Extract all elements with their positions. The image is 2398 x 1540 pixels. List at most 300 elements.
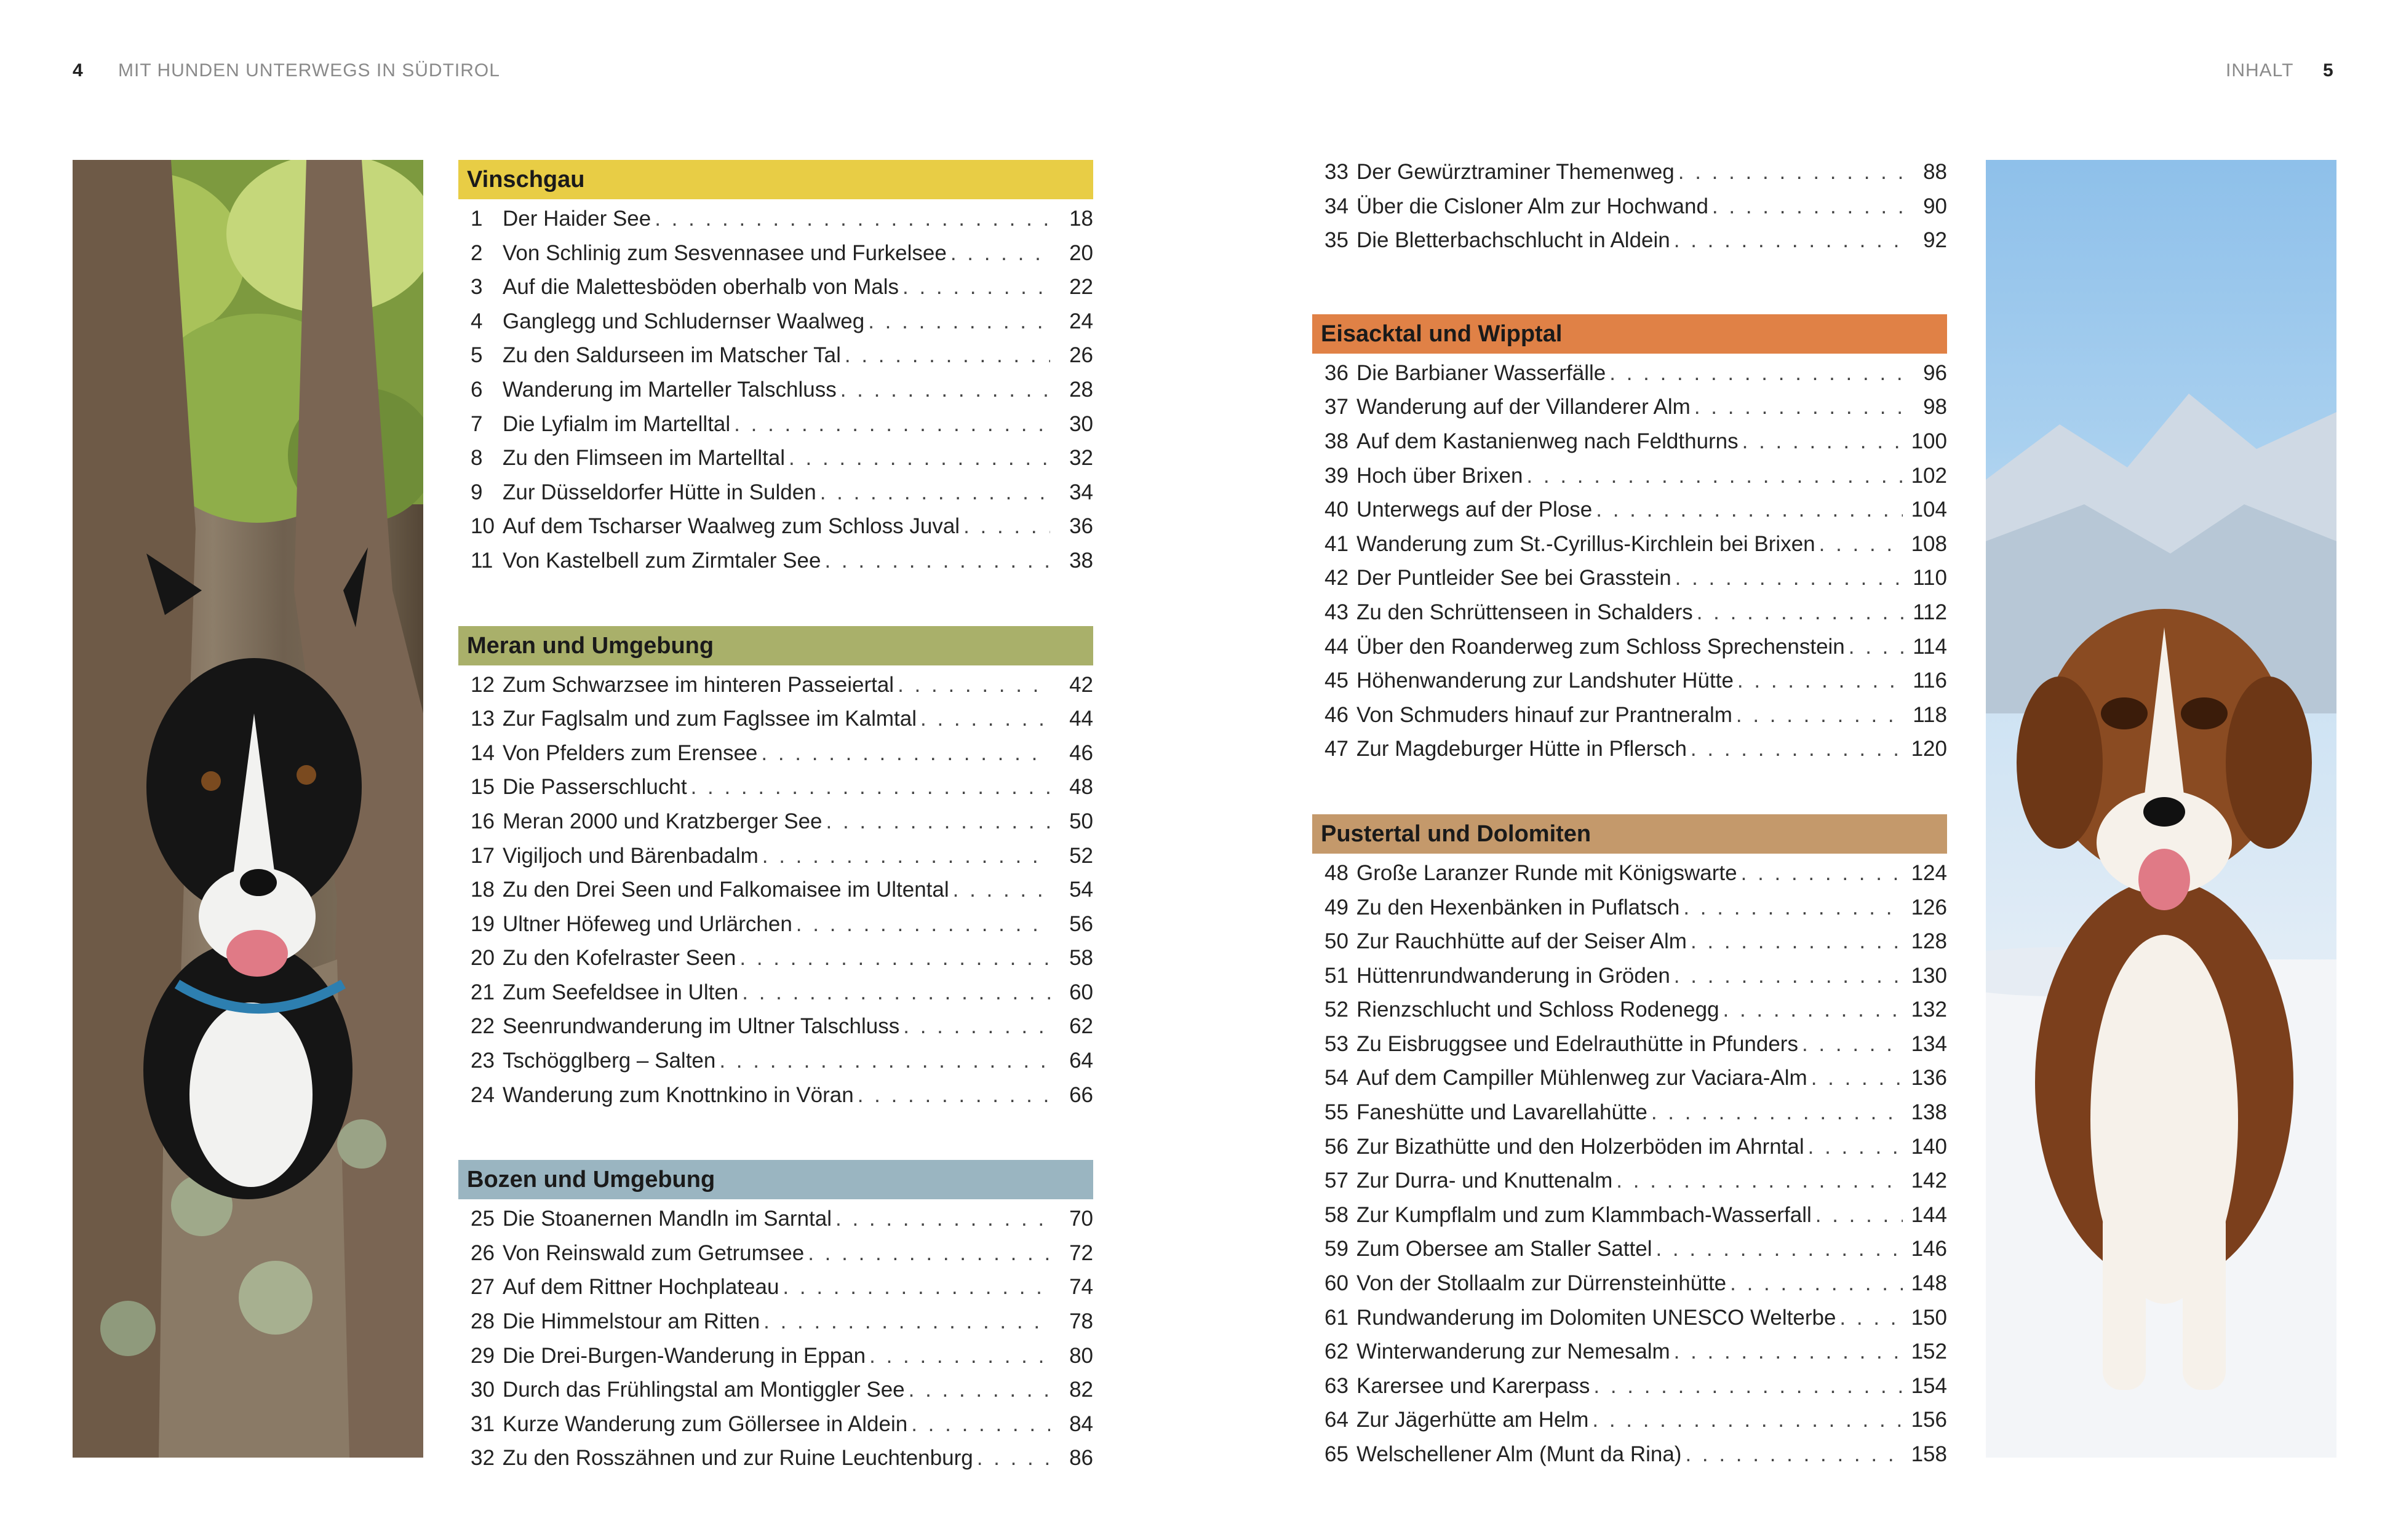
toc-entry-number: 36 bbox=[1324, 360, 1348, 385]
toc-entry-title: Winterwanderung zur Nemesalm bbox=[1356, 1340, 1670, 1364]
toc-left-column bbox=[458, 160, 1093, 1480]
toc-entry-page: 72 bbox=[1069, 1240, 1093, 1265]
toc-entry-number: 30 bbox=[471, 1378, 495, 1402]
dot-leader bbox=[742, 980, 1050, 1005]
dot-leader bbox=[1723, 998, 1903, 1022]
toc-entry-title: Von Reinswald zum Getrumsee bbox=[503, 1240, 805, 1265]
dot-leader bbox=[1655, 1237, 1902, 1261]
toc-entry-number: 44 bbox=[1324, 634, 1348, 659]
toc-entry-page: 46 bbox=[1069, 740, 1093, 765]
toc-entry-title: Der Puntleider See bei Grasstein bbox=[1356, 566, 1671, 590]
toc-entry-number: 64 bbox=[1324, 1408, 1348, 1432]
toc-entry bbox=[1312, 703, 1947, 737]
dot-leader bbox=[1819, 532, 1903, 557]
toc-entry-number: 29 bbox=[471, 1343, 495, 1368]
toc-entry bbox=[458, 1309, 1093, 1344]
dot-leader bbox=[1592, 1408, 1902, 1432]
toc-entry-number: 22 bbox=[471, 1014, 495, 1039]
toc-entry-title: Seenrundwanderung im Ultner Talschluss bbox=[503, 1014, 900, 1039]
border-collie-illustration bbox=[73, 160, 423, 1458]
dot-leader bbox=[1685, 1442, 1902, 1467]
dot-leader bbox=[903, 1014, 1050, 1039]
toc-entry-title: Zu den Flimseen im Martelltal bbox=[503, 446, 786, 470]
toc-entry-page: 66 bbox=[1069, 1082, 1093, 1107]
toc-entry-number: 34 bbox=[1324, 194, 1348, 218]
dot-leader bbox=[734, 412, 1050, 437]
toc-entry bbox=[1312, 1271, 1947, 1306]
toc-entry bbox=[1312, 160, 1947, 194]
toc-entry-title: Zum Obersee am Staller Sattel bbox=[1356, 1237, 1652, 1261]
dot-leader bbox=[911, 1412, 1050, 1437]
toc-entry-number: 52 bbox=[1324, 998, 1348, 1022]
section-list-bozen bbox=[458, 1207, 1093, 1480]
dot-leader bbox=[840, 378, 1050, 402]
toc-entry-number: 59 bbox=[1324, 1237, 1348, 1261]
dot-leader bbox=[1674, 964, 1903, 988]
toc-entry-page: 20 bbox=[1069, 240, 1093, 265]
toc-entry-number: 28 bbox=[471, 1309, 495, 1334]
section-header-vinschgau: Vinschgau bbox=[458, 160, 1093, 199]
toc-entry bbox=[1312, 1442, 1947, 1477]
toc-entry bbox=[458, 1049, 1093, 1083]
dot-leader bbox=[691, 775, 1050, 800]
dot-leader bbox=[1526, 464, 1902, 488]
toc-entry-title: Von Schlinig zum Sesvennasee und Furkelsee bbox=[503, 240, 947, 265]
toc-entry-page: 28 bbox=[1069, 377, 1093, 402]
toc-entry-page: 22 bbox=[1069, 275, 1093, 300]
toc-entry-title: Ganglegg und Schludernser Waalweg bbox=[503, 309, 865, 333]
toc-entry-number: 23 bbox=[471, 1049, 495, 1073]
right-page-number: 5 bbox=[2323, 60, 2333, 81]
toc-entry bbox=[1312, 228, 1947, 263]
dot-leader bbox=[763, 1309, 1050, 1334]
toc-entry-title: Zu den Rosszähnen und zur Ruine Leuchtenburg bbox=[503, 1446, 973, 1471]
dot-leader bbox=[902, 275, 1050, 300]
toc-entry-title: Zur Magdeburger Hütte in Pflersch bbox=[1356, 737, 1687, 761]
dot-leader bbox=[1616, 1169, 1902, 1193]
toc-entry-title: Wanderung zum St.-Cyrillus-Kirchlein bei Brixen bbox=[1356, 531, 1815, 556]
toc-entry-title: Die Bletterbachschlucht in Aldein bbox=[1356, 228, 1670, 253]
section-header-meran: Meran und Umgebung bbox=[458, 626, 1093, 665]
dot-leader bbox=[1712, 194, 1904, 219]
toc-entry bbox=[458, 1241, 1093, 1276]
toc-entry-number: 57 bbox=[1324, 1169, 1348, 1193]
toc-entry bbox=[458, 514, 1093, 549]
toc-entry-title: Rienzschlucht und Schloss Rodenegg bbox=[1356, 998, 1719, 1022]
toc-entry-number: 32 bbox=[471, 1446, 495, 1471]
toc-entry-title: Zur Jägerhütte am Helm bbox=[1356, 1408, 1589, 1432]
toc-entry-title: Auf dem Tscharser Waalweg zum Schloss Juval bbox=[503, 514, 960, 539]
toc-entry-number: 43 bbox=[1324, 600, 1348, 624]
toc-entry-page: 30 bbox=[1069, 411, 1093, 436]
toc-entry-title: Zu den Hexenbänken in Puflatsch bbox=[1356, 895, 1680, 919]
toc-entry-title: Zur Durra- und Knuttenalm bbox=[1356, 1169, 1613, 1193]
dot-leader bbox=[868, 309, 1050, 334]
toc-entry-page: 154 bbox=[1911, 1373, 1947, 1398]
dot-leader bbox=[1736, 703, 1904, 728]
toc-entry-page: 124 bbox=[1911, 860, 1947, 885]
toc-entry-title: Höhenwanderung zur Landshuter Hütte bbox=[1356, 669, 1734, 693]
dot-leader bbox=[1849, 635, 1904, 659]
toc-entry-page: 130 bbox=[1911, 963, 1947, 988]
toc-entry-number: 46 bbox=[1324, 702, 1348, 727]
toc-entry-page: 34 bbox=[1069, 480, 1093, 504]
toc-entry-page: 158 bbox=[1911, 1442, 1947, 1466]
toc-entry-page: 26 bbox=[1069, 343, 1093, 368]
dot-leader bbox=[783, 1275, 1050, 1300]
toc-entry-number: 11 bbox=[471, 548, 493, 573]
dot-leader bbox=[739, 946, 1050, 970]
toc-right-column bbox=[1312, 160, 1947, 1477]
dot-leader bbox=[1691, 929, 1903, 954]
toc-entry-number: 17 bbox=[471, 843, 495, 868]
toc-entry bbox=[1312, 1066, 1947, 1100]
toc-entry bbox=[458, 809, 1093, 844]
toc-entry bbox=[458, 207, 1093, 241]
toc-entry bbox=[458, 1014, 1093, 1049]
toc-entry-number: 10 bbox=[471, 514, 495, 539]
toc-entry bbox=[458, 309, 1093, 344]
toc-entry-page: 110 bbox=[1913, 566, 1947, 590]
toc-entry bbox=[1312, 194, 1947, 229]
dot-leader bbox=[898, 673, 1050, 697]
toc-entry bbox=[1312, 532, 1947, 566]
toc-entry-page: 88 bbox=[1923, 160, 1947, 184]
toc-entry bbox=[458, 673, 1093, 707]
toc-entry-title: Zu den Kofelraster Seen bbox=[503, 946, 736, 970]
toc-entry-title: Zur Bizathütte und den Holzerböden im Ahrntal bbox=[1356, 1134, 1804, 1159]
toc-entry-title: Zu den Saldurseen im Matscher Tal bbox=[503, 343, 841, 368]
toc-entry bbox=[1312, 464, 1947, 498]
toc-entry bbox=[1312, 635, 1947, 669]
toc-entry bbox=[1312, 361, 1947, 395]
toc-entry-title: Zu Eisbruggsee und Edelrauthütte in Pfunders bbox=[1356, 1031, 1798, 1056]
dot-leader bbox=[1697, 600, 1904, 625]
toc-entry bbox=[1312, 395, 1947, 429]
toc-entry bbox=[458, 343, 1093, 378]
dot-leader bbox=[909, 1378, 1050, 1402]
toc-entry-number: 2 bbox=[471, 240, 483, 265]
toc-entry-number: 38 bbox=[1324, 429, 1348, 453]
toc-entry-page: 100 bbox=[1911, 429, 1947, 453]
toc-entry-page: 136 bbox=[1911, 1066, 1947, 1090]
toc-entry-number: 55 bbox=[1324, 1100, 1348, 1125]
toc-entry-title: Die Passerschlucht bbox=[503, 775, 687, 800]
toc-entry-number: 60 bbox=[1324, 1271, 1348, 1296]
toc-entry bbox=[1312, 929, 1947, 964]
toc-entry-page: 70 bbox=[1069, 1207, 1093, 1231]
toc-entry-number: 50 bbox=[1324, 929, 1348, 954]
toc-entry-page: 116 bbox=[1913, 669, 1947, 693]
dot-leader bbox=[835, 1207, 1050, 1231]
toc-entry-page: 104 bbox=[1911, 498, 1947, 522]
dot-leader bbox=[1674, 1340, 1903, 1364]
toc-entry-number: 21 bbox=[471, 980, 495, 1004]
toc-entry-page: 108 bbox=[1911, 531, 1947, 556]
toc-entry-page: 90 bbox=[1923, 194, 1947, 218]
toc-entry-number: 48 bbox=[1324, 860, 1348, 885]
toc-entry-page: 36 bbox=[1069, 514, 1093, 539]
dot-leader bbox=[1815, 1203, 1903, 1228]
toc-entry-page: 64 bbox=[1069, 1049, 1093, 1073]
toc-entry bbox=[1312, 429, 1947, 464]
toc-entry-page: 142 bbox=[1911, 1169, 1947, 1193]
toc-entry-title: Die Drei-Burgen-Wanderung in Eppan bbox=[503, 1343, 866, 1368]
toc-entry-title: Die Himmelstour am Ritten bbox=[503, 1309, 760, 1334]
toc-entry-number: 33 bbox=[1324, 160, 1348, 184]
toc-entry-number: 15 bbox=[471, 775, 495, 800]
toc-entry-title: Zur Faglsalm und zum Faglssee im Kalmtal bbox=[503, 707, 917, 731]
toc-entry-number: 7 bbox=[471, 411, 483, 436]
toc-entry-number: 3 bbox=[471, 275, 483, 300]
section-header-bozen: Bozen und Umgebung bbox=[458, 1160, 1093, 1199]
toc-entry-number: 47 bbox=[1324, 737, 1348, 761]
toc-entry-page: 138 bbox=[1911, 1100, 1947, 1125]
toc-entry-page: 32 bbox=[1069, 446, 1093, 470]
toc-entry bbox=[458, 878, 1093, 912]
toc-entry bbox=[1312, 1408, 1947, 1442]
toc-entry-title: Die Stoanernen Mandln im Sarntal bbox=[503, 1207, 832, 1231]
toc-entry-page: 80 bbox=[1069, 1343, 1093, 1368]
dot-leader bbox=[1811, 1066, 1903, 1090]
toc-entry bbox=[458, 480, 1093, 515]
toc-entry-page: 96 bbox=[1923, 360, 1947, 385]
toc-entry-title: Hoch über Brixen bbox=[1356, 463, 1523, 488]
toc-entry bbox=[458, 412, 1093, 447]
toc-entry-page: 56 bbox=[1069, 911, 1093, 936]
toc-entry-number: 51 bbox=[1324, 963, 1348, 988]
toc-entry-number: 39 bbox=[1324, 463, 1348, 488]
toc-entry bbox=[1312, 861, 1947, 895]
toc-entry-number: 16 bbox=[471, 809, 495, 833]
dot-leader bbox=[1593, 1374, 1902, 1399]
toc-entry bbox=[458, 549, 1093, 583]
dot-leader bbox=[762, 844, 1050, 868]
toc-entry-number: 31 bbox=[471, 1411, 495, 1436]
toc-entry-page: 146 bbox=[1911, 1237, 1947, 1261]
toc-entry-number: 27 bbox=[471, 1275, 495, 1300]
toc-entry-number: 25 bbox=[471, 1207, 495, 1231]
dot-leader bbox=[655, 207, 1050, 231]
dot-leader bbox=[1808, 1135, 1903, 1159]
toc-entry-title: Zur Düsseldorfer Hütte in Sulden bbox=[503, 480, 816, 504]
dot-leader bbox=[1730, 1271, 1902, 1296]
toc-entry-title: Die Barbianer Wasserfälle bbox=[1356, 360, 1606, 385]
toc-entry-title: Auf dem Campiller Mühlenweg zur Vaciara-Alm bbox=[1356, 1066, 1807, 1090]
toc-entry-title: Die Lyfialm im Martelltal bbox=[503, 411, 731, 436]
toc-entry-number: 62 bbox=[1324, 1340, 1348, 1364]
dot-leader bbox=[808, 1241, 1050, 1266]
toc-entry-number: 24 bbox=[471, 1082, 495, 1107]
dot-leader bbox=[761, 741, 1050, 766]
toc-entry-page: 152 bbox=[1911, 1340, 1947, 1364]
left-page-number: 4 bbox=[73, 60, 83, 81]
toc-entry-page: 112 bbox=[1913, 600, 1947, 624]
dot-leader bbox=[1694, 395, 1904, 419]
toc-entry-page: 44 bbox=[1069, 707, 1093, 731]
right-running-title: INHALT bbox=[2226, 60, 2294, 81]
toc-entry bbox=[1312, 1374, 1947, 1408]
toc-entry bbox=[458, 1446, 1093, 1480]
toc-entry-page: 140 bbox=[1911, 1134, 1947, 1159]
dot-leader bbox=[869, 1344, 1050, 1368]
toc-entry bbox=[458, 1207, 1093, 1241]
dot-leader bbox=[719, 1049, 1050, 1073]
toc-entry bbox=[1312, 1340, 1947, 1374]
dot-leader bbox=[1674, 228, 1904, 253]
toc-entry bbox=[1312, 1306, 1947, 1340]
toc-entry-page: 54 bbox=[1069, 878, 1093, 902]
toc-entry-page: 120 bbox=[1911, 737, 1947, 761]
toc-entry-number: 14 bbox=[471, 740, 495, 765]
toc-entry-page: 134 bbox=[1911, 1031, 1947, 1056]
toc-entry bbox=[458, 741, 1093, 776]
toc-entry-title: Zu den Schrüttenseen in Schalders bbox=[1356, 600, 1693, 624]
toc-entry bbox=[458, 275, 1093, 309]
toc-entry-number: 8 bbox=[471, 446, 483, 470]
toc-entry-page: 156 bbox=[1911, 1408, 1947, 1432]
dot-leader bbox=[1742, 429, 1903, 454]
dot-leader bbox=[920, 707, 1050, 731]
toc-entry bbox=[1312, 600, 1947, 635]
toc-entry-title: Ultner Höfeweg und Urlärchen bbox=[503, 911, 792, 936]
toc-entry bbox=[458, 1275, 1093, 1309]
toc-entry-title: Auf dem Rittner Hochplateau bbox=[503, 1275, 779, 1300]
toc-entry-page: 48 bbox=[1069, 775, 1093, 800]
st-bernard-photo bbox=[1986, 160, 2336, 1458]
toc-entry-title: Durch das Frühlingstal am Montiggler See bbox=[503, 1378, 905, 1402]
toc-entry-number: 37 bbox=[1324, 395, 1348, 419]
toc-entry bbox=[458, 912, 1093, 947]
toc-entry-page: 92 bbox=[1923, 228, 1947, 253]
dot-leader bbox=[820, 480, 1050, 505]
st-bernard-illustration bbox=[1986, 160, 2336, 1458]
toc-entry-title: Zur Kumpflalm und zum Klammbach-Wasserfall bbox=[1356, 1202, 1812, 1227]
toc-entry-page: 132 bbox=[1911, 998, 1947, 1022]
toc-entry-page: 144 bbox=[1911, 1202, 1947, 1227]
toc-entry bbox=[458, 241, 1093, 276]
toc-entry-title: Faneshütte und Lavarellahütte bbox=[1356, 1100, 1647, 1125]
toc-entry-number: 18 bbox=[471, 878, 495, 902]
section-list-meran bbox=[458, 673, 1093, 1117]
toc-entry-title: Der Gewürztraminer Themenweg bbox=[1356, 160, 1675, 184]
toc-entry bbox=[1312, 566, 1947, 600]
toc-entry-number: 63 bbox=[1324, 1373, 1348, 1398]
toc-entry-title: Rundwanderung im Dolomiten UNESCO Welterbe bbox=[1356, 1305, 1836, 1330]
toc-entry-title: Von der Stollaalm zur Dürrensteinhütte bbox=[1356, 1271, 1727, 1296]
dot-leader bbox=[1741, 861, 1903, 886]
toc-entry-page: 82 bbox=[1069, 1378, 1093, 1402]
toc-entry-page: 98 bbox=[1923, 395, 1947, 419]
toc-entry-page: 148 bbox=[1911, 1271, 1947, 1296]
toc-entry-title: Meran 2000 und Kratzberger See bbox=[503, 809, 823, 833]
toc-entry-title: Auf dem Kastanienweg nach Feldthurns bbox=[1356, 429, 1739, 453]
toc-entry bbox=[458, 378, 1093, 412]
toc-entry bbox=[458, 1412, 1093, 1447]
toc-entry-title: Hüttenrundwanderung in Gröden bbox=[1356, 963, 1670, 988]
toc-entry-number: 5 bbox=[471, 343, 483, 368]
toc-entry-number: 53 bbox=[1324, 1031, 1348, 1056]
toc-entry bbox=[1312, 1032, 1947, 1066]
toc-entry-page: 38 bbox=[1069, 548, 1093, 573]
toc-entry bbox=[458, 980, 1093, 1015]
left-running-title: MIT HUNDEN UNTERWEGS IN SÜDTIROL bbox=[118, 60, 500, 81]
dot-leader bbox=[1683, 895, 1902, 920]
toc-entry-number: 13 bbox=[471, 707, 495, 731]
dot-leader bbox=[1609, 361, 1904, 386]
toc-entry-page: 84 bbox=[1069, 1411, 1093, 1436]
toc-entry-page: 102 bbox=[1911, 463, 1947, 488]
toc-entry-number: 45 bbox=[1324, 669, 1348, 693]
toc-entry-number: 42 bbox=[1324, 566, 1348, 590]
toc-entry-page: 62 bbox=[1069, 1014, 1093, 1039]
toc-entry-number: 20 bbox=[471, 946, 495, 970]
toc-entry-title: Wanderung im Marteller Talschluss bbox=[503, 377, 837, 402]
toc-entry-title: Kurze Wanderung zum Göllersee in Aldein bbox=[503, 1411, 908, 1436]
toc-entry-title: Zum Schwarzsee im hinteren Passeiertal bbox=[503, 672, 894, 697]
toc-entry-page: 24 bbox=[1069, 309, 1093, 333]
dot-leader bbox=[845, 343, 1050, 368]
dot-leader bbox=[1737, 669, 1904, 693]
toc-entry-number: 19 bbox=[471, 911, 495, 936]
dot-leader bbox=[1651, 1100, 1903, 1125]
toc-entry-page: 128 bbox=[1911, 929, 1947, 954]
toc-entry bbox=[1312, 669, 1947, 703]
toc-entry bbox=[1312, 1135, 1947, 1169]
toc-entry-title: Von Pfelders zum Erensee bbox=[503, 740, 758, 765]
toc-entry bbox=[458, 446, 1093, 480]
toc-entry bbox=[1312, 1237, 1947, 1271]
toc-entry bbox=[1312, 998, 1947, 1032]
toc-entry-number: 4 bbox=[471, 309, 483, 333]
toc-entry-page: 86 bbox=[1069, 1446, 1093, 1471]
toc-entry bbox=[458, 844, 1093, 878]
dot-leader bbox=[826, 809, 1051, 834]
dot-leader bbox=[1675, 566, 1904, 590]
section-list-vinschgau bbox=[458, 207, 1093, 583]
toc-entry bbox=[458, 707, 1093, 741]
dot-leader bbox=[858, 1083, 1050, 1108]
dot-leader bbox=[1691, 737, 1903, 761]
dot-leader bbox=[824, 549, 1050, 573]
toc-entry-page: 118 bbox=[1913, 702, 1947, 727]
toc-entry bbox=[458, 1083, 1093, 1117]
toc-entry-title: Der Haider See bbox=[503, 207, 651, 231]
section-header-pustertal: Pustertal und Dolomiten bbox=[1312, 814, 1947, 854]
toc-entry-number: 9 bbox=[471, 480, 483, 504]
toc-entry-page: 18 bbox=[1069, 207, 1093, 231]
toc-entry-title: Unterwegs auf der Plose bbox=[1356, 498, 1593, 522]
dot-leader bbox=[1596, 498, 1902, 522]
toc-entry-number: 26 bbox=[471, 1240, 495, 1265]
toc-entry-number: 40 bbox=[1324, 498, 1348, 522]
toc-entry-page: 74 bbox=[1069, 1275, 1093, 1300]
dot-leader bbox=[963, 514, 1050, 539]
toc-entry-number: 65 bbox=[1324, 1442, 1348, 1466]
toc-entry-number: 58 bbox=[1324, 1202, 1348, 1227]
toc-entry bbox=[1312, 1169, 1947, 1203]
toc-entry-title: Welschellener Alm (Munt da Rina) bbox=[1356, 1442, 1682, 1466]
toc-entry bbox=[1312, 498, 1947, 532]
border-collie-photo bbox=[73, 160, 423, 1458]
dot-leader bbox=[1678, 160, 1904, 185]
dot-leader bbox=[796, 912, 1050, 937]
toc-entry bbox=[1312, 1100, 1947, 1135]
toc-entry-number: 12 bbox=[471, 672, 495, 697]
section-list-bozen-continued bbox=[1312, 160, 1947, 263]
toc-entry-title: Zu den Drei Seen und Falkomaisee im Ultental bbox=[503, 878, 949, 902]
toc-entry-number: 56 bbox=[1324, 1134, 1348, 1159]
